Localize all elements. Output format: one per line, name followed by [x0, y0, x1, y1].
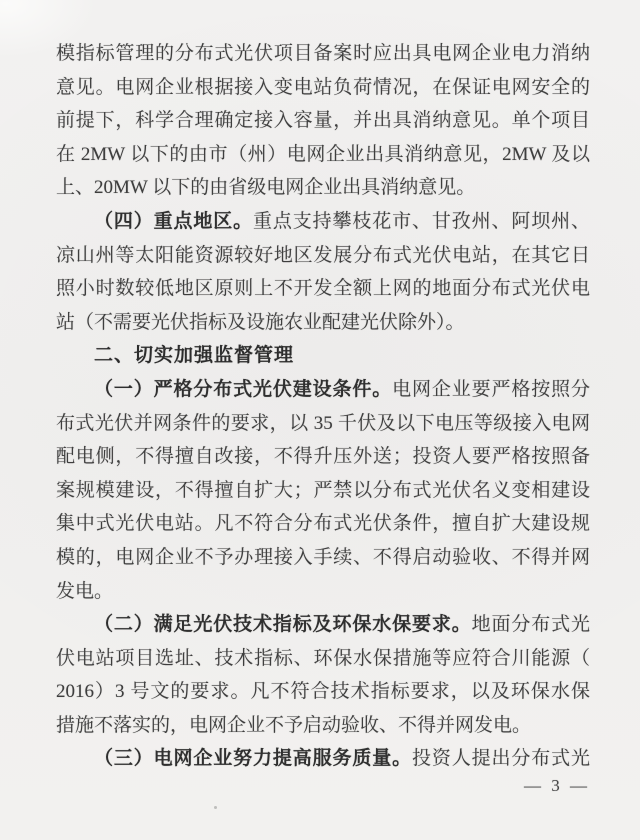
text-line: [56, 272, 590, 306]
emphasis-text: （四）重点地区。: [94, 210, 253, 232]
text-line: [56, 373, 590, 407]
section-heading-line: [56, 339, 590, 373]
text-line: [56, 742, 590, 776]
text-line: [56, 608, 590, 642]
body-text: 照小时数较低地区原则上不开发全额上网的地面分布式光伏电: [56, 278, 590, 300]
body-text: 站（不需要光伏指标及设施农业配建光伏除外）。: [56, 311, 465, 333]
text-line: [56, 541, 590, 575]
body-text: 凉山州等太阳能资源较好地区发展分布式光伏电站，在其它日: [56, 244, 590, 266]
body-text: 地面分布式光: [471, 614, 590, 636]
text-line: [56, 575, 590, 609]
text-line: [56, 709, 590, 743]
body-text: 投资人提出分布式光: [411, 748, 590, 770]
text-line: [56, 138, 590, 172]
emphasis-text: （三）电网企业努力提高服务质量。: [94, 748, 412, 770]
body-text: 意见。电网企业根据接入变电站负荷情况，在保证电网安全的: [56, 76, 590, 98]
body-text: 案规模建设，不得擅自扩大；严禁以分布式光伏名义变相建设: [56, 479, 590, 501]
body-text: 配电侧，不得擅自改接，不得升压外送；投资人要严格按照备: [56, 446, 590, 468]
text-line: [56, 171, 590, 205]
body-text: 发电。: [56, 580, 114, 602]
text-line: [56, 440, 590, 474]
body-text: 上、20MW 以下的由省级电网企业出具消纳意见。: [56, 177, 476, 199]
emphasis-text: （一）严格分布式光伏建设条件。: [94, 378, 393, 400]
body-text: 集中式光伏电站。凡不符合分布式光伏条件，擅自扩大建设规: [56, 513, 590, 535]
body-text: 重点支持攀枝花市、甘孜州、阿坝州、: [253, 210, 590, 232]
text-line: [56, 507, 590, 541]
page-number: [56, 776, 590, 796]
text-line: [56, 407, 590, 441]
body-text: 2016）3 号文的要求。凡不符合技术指标要求，以及环保水保: [56, 681, 590, 703]
text-line: [56, 104, 590, 138]
body-text: 电网企业要严格按照分: [392, 378, 590, 400]
text-line: [56, 239, 590, 273]
body-text: 布式光伏并网条件的要求，以 35 千伏及以下电压等级接入电网: [56, 412, 590, 434]
text-line: [56, 474, 590, 508]
text-line: [56, 642, 590, 676]
scan-speck: [214, 806, 217, 809]
body-text: 伏电站项目选址、技术指标、环保水保措施等应符合川能源（: [56, 647, 590, 669]
body-text: 模的，电网企业不予办理接入手续、不得启动验收、不得并网: [56, 546, 590, 568]
text-line: [56, 306, 590, 340]
text-line: [56, 71, 590, 105]
text-line: [56, 205, 590, 239]
document-body: [56, 37, 590, 776]
page-number-text: — 3 —: [524, 776, 590, 795]
body-text: 模指标管理的分布式光伏项目备案时应出具电网企业电力消纳: [56, 43, 590, 64]
body-text: 措施不落实的，电网企业不予启动验收、不得并网发电。: [56, 714, 532, 736]
emphasis-text: 二、切实加强监督管理: [94, 345, 295, 367]
text-line: [56, 675, 590, 709]
body-text: 在 2MW 以下的由市（州）电网企业出具消纳意见，2MW 及以: [56, 143, 590, 165]
text-line: [56, 37, 590, 71]
emphasis-text: （二）满足光伏技术指标及环保水保要求。: [94, 614, 472, 636]
body-text: 前提下，科学合理确定接入容量，并出具消纳意见。单个项目: [56, 110, 590, 132]
